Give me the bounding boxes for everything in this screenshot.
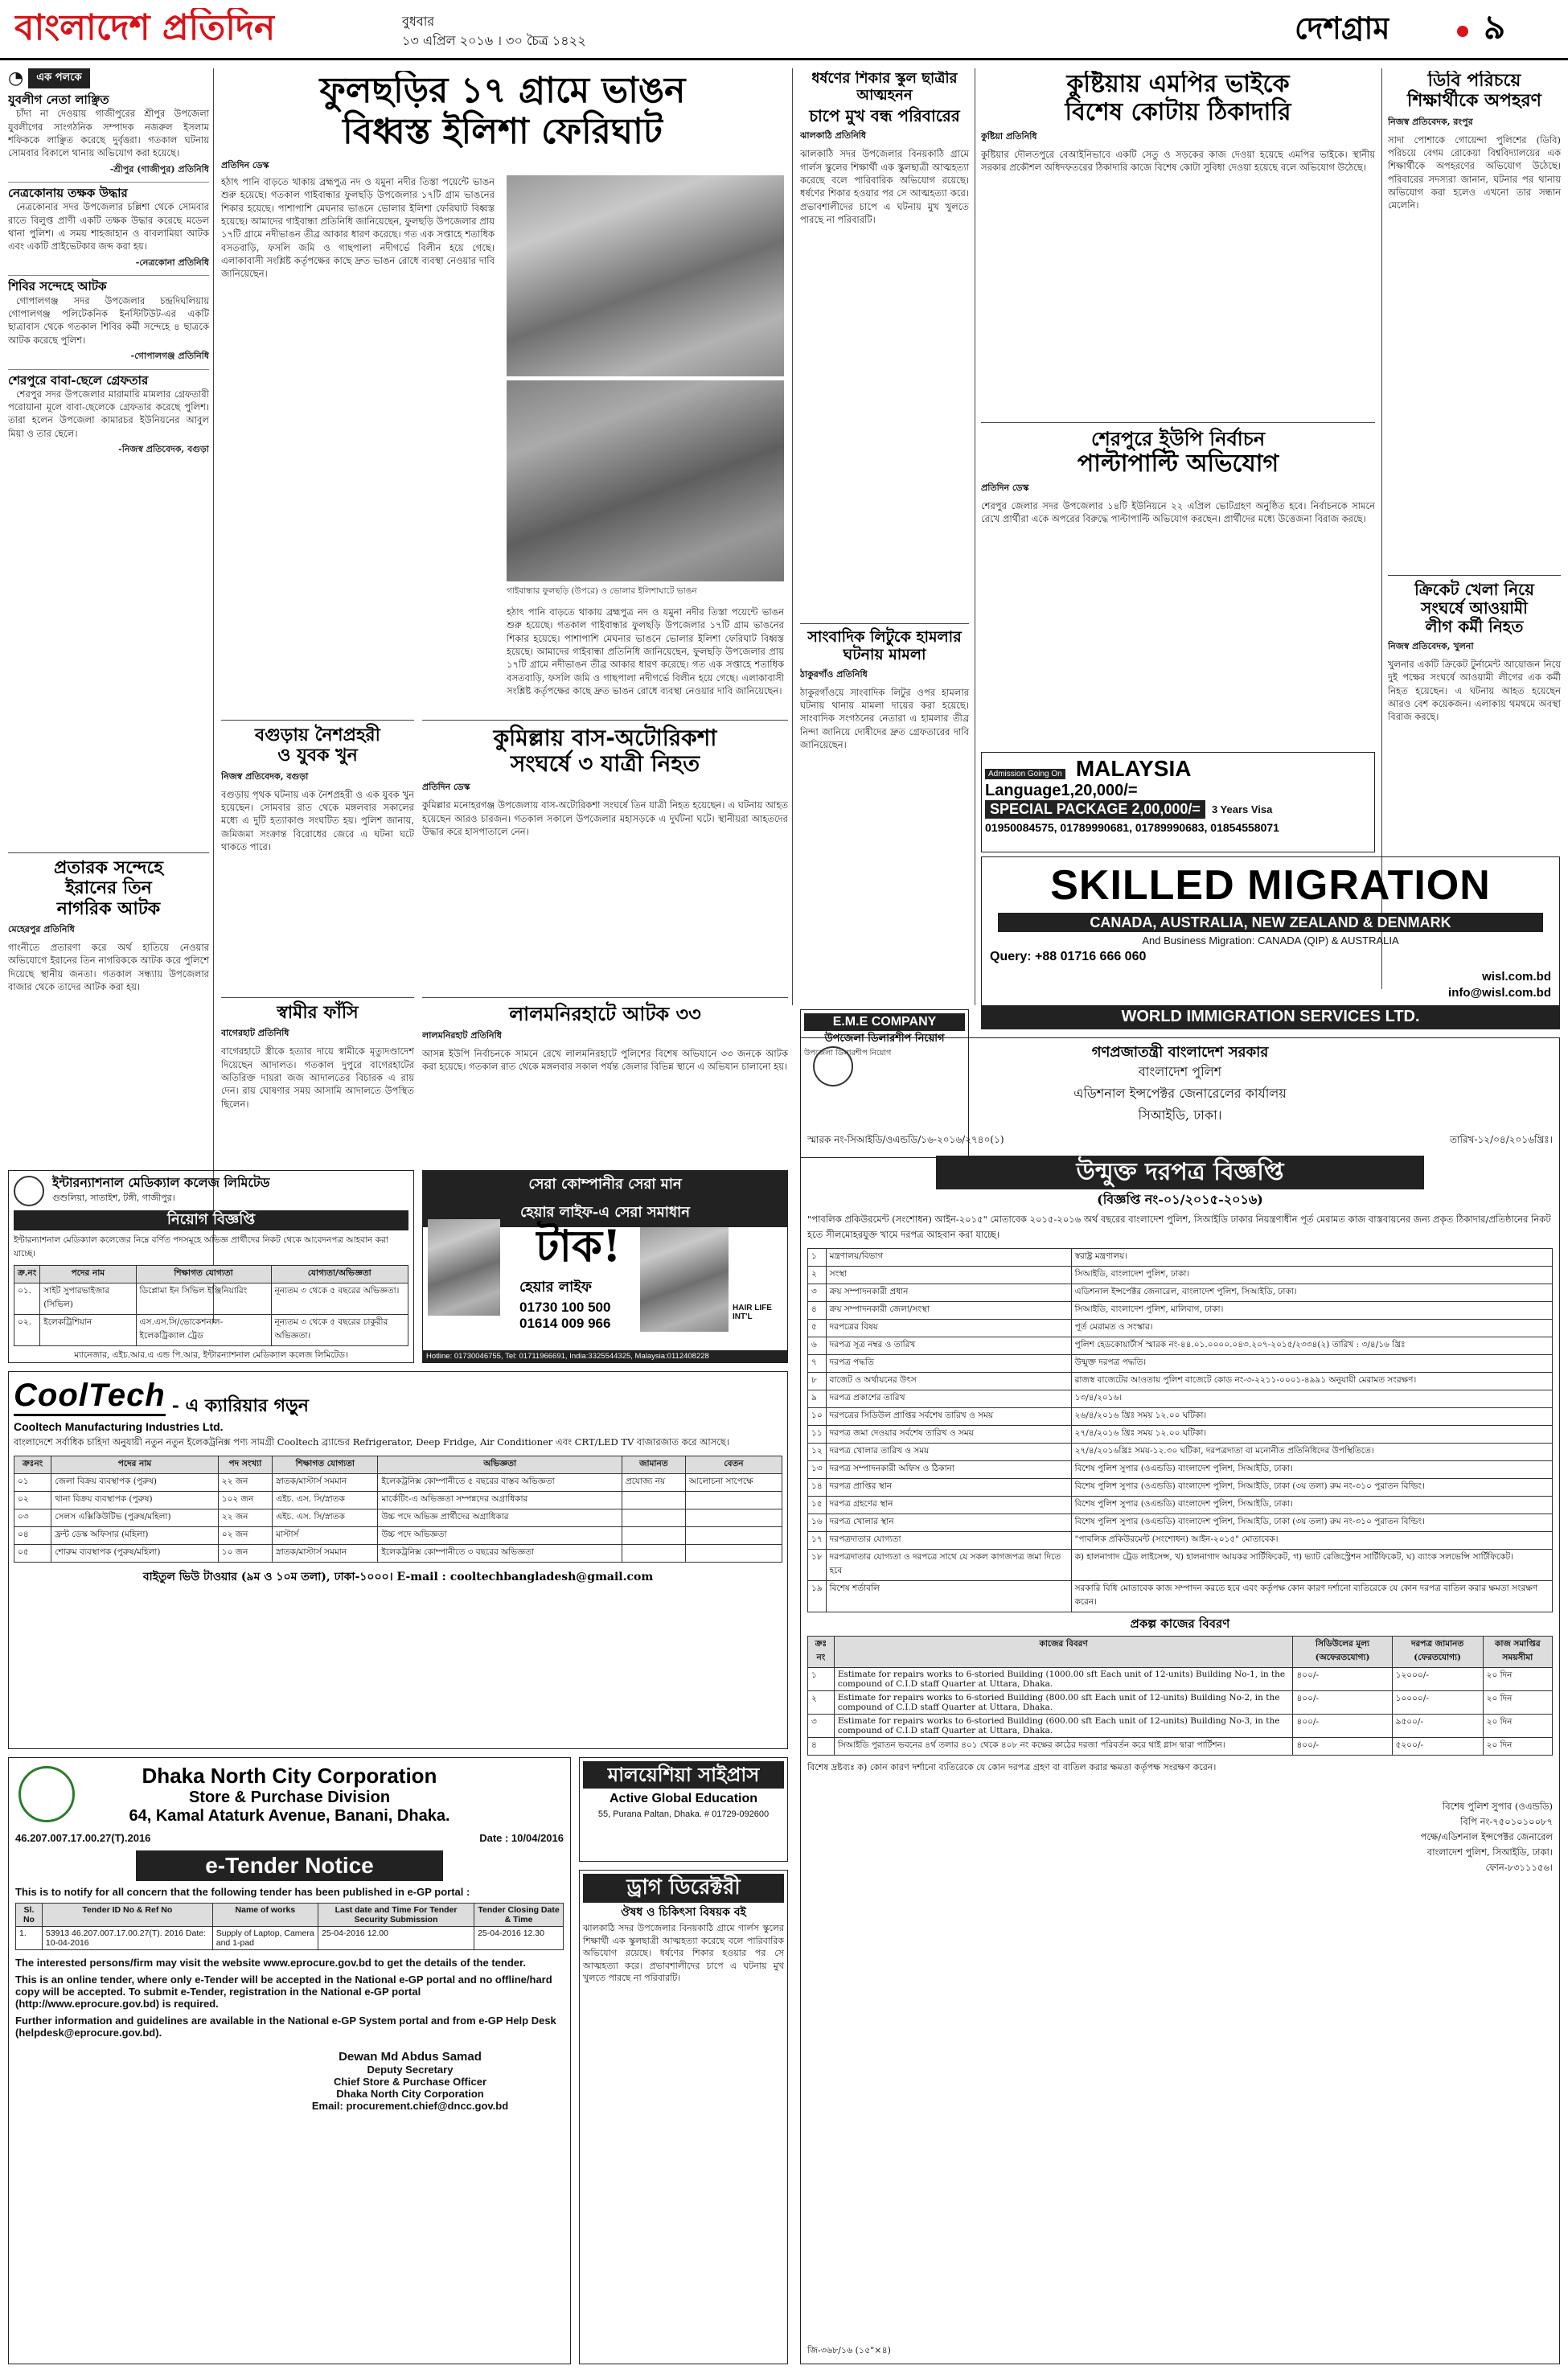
table-cell: ৩ [808,1284,827,1301]
table-cell: ১০ [808,1407,827,1425]
main-headline-1[interactable]: ফুলছড়ির ১৭ গ্রামে ভাঙন [319,71,686,111]
ad-police-tender: গণপ্রজাতন্ত্রী বাংলাদেশ সরকার বাংলাদেশ পুলিশ এডিশনাল ইন্সপেক্টর জেনারেলের কার্যালয় সিআইডি, ঢাকা। স্মারক নং-সিআইডি/ওএন্ডডি/১৬-২০১৬/২৭৪০(১) তারিখ-১২/০৪/২০১৬খ্রিঃ। উন্মুক্ত দরপত্র বিজ্ঞপ্তি (বিজ্ঞপ্তি নং-০১/২০১৫-২০১৬) "পাবলিক প্রকিউরমেন্ট (সংশোধন) আইন-২০১৫" মোতাবেক ২০১৫-২০১৬ অর্থ বছরের বাংলাদেশ পুলিশ, সিআইডি ঢাকার নিয়ন্ত্রণাধীন পূর্ত মেরামত কাজ বাস্তবায়নের জন্য প্রকৃত ঠিকাদার/প্রতিষ্ঠানের নিকট হতে সীলমোহরযুক্ত খামে দরপত্র আহবান করা যাচ্ছে। ১ মন্ত্রণালয়/বিভাগ স্বরাষ্ট্র মন্ত্রণালয়। ২ সংস্থা সিআইডি, বাংলাদেশ পুলিশ, ঢাকা। ৩ ক্রয় সম্পাদনকারী প্রধান এডিশনাল ইন্সপেক্টর জেনারেল, বাংলাদেশ পুলিশ, সিআইডি, ঢাকা। ৪ ক্রয় সম্পাদনকারী জেলা/সংস্থা সিআইডি, বাংলাদেশ পুলিশ, মালিবাগ, ঢাকা। ৫ দরপত্রের বিষয় পূর্ত মেরামত ও সংস্কার। ৬ দরপত্র সূত্র নম্বর ও তারিখ পুলিশ হেডকোয়ার্টার্স স্মারক নং-৪৪.০১.০০০০.০৪৩.২০৭-২০১৫/২৩৩৪(২) তারিখ : ৩/৪/১৬ খ্রিঃ ৭ দরপত্র পদ্ধতি উন্মুক্ত দরপত্র পদ্ধতি। ৮ বাজেট ও অর্থায়নের উৎস রাজস্ব বাজেটের আওতায় পুলিশ বাজেটে কোড নং-৩-২২১১-০০০১-৪৯৯১ অনুযায়ী মেরামত সংরক্ষণ। ৯ দরপত্র প্রকাশের তারিখ ১৩/৪/২০১৬। ১০ দরপত্রের সিডিউল প্রাপ্তির সর্বশেষ তারিখ ও সময় ২৬/৪/২০১৬ খ্রিঃ সময় ১২.০০ ঘটিকা। ১১ দরপত্র জমা দেওয়ার সর্বশেষ তারিখ ও সময় ২৭/৪/২০১৬ খ্রিঃ সময় ১২.০০ ঘটিকা। ১২ দরপত্র খোলার তারিখ ও সময় ২৭/৪/২০১৬খ্রিঃ সময়-১২.৩০ ঘটিকা, দরপত্রদাতা বা মনোনীত প্রতিনিধিদের উপস্থিতিতে। ১৩ দরপত্র সম্পাদনকারী অফিস ও ঠিকানা বিশেষ পুলিশ সুপার (ওএন্ডডি) বাংলাদেশ পুলিশ, সিআইডি, ঢাকা। ১৪ দরপত্র প্রাপ্তির স্থান বিশেষ পুলিশ সুপার (ওএন্ডডি) বাংলাদেশ পুলিশ, সিআইডি, ঢাকা (৩য় তলা) রুম নং-৩১০ পুরাতন বিল্ডিং। ১৫ দরপত্র গ্রহণের স্থান বিশেষ পুলিশ সুপার (ওএন্ডডি) বাংলাদেশ পুলিশ, সিআইডি, ঢাকা। ১৬ দরপত্র খোলার স্থান বিশেষ পুলিশ সুপার (ওএন্ডডি) বাংলাদেশ পুলিশ, সিআইডি, ঢাকা (৩য় তলা) রুম নং-৩১০ পুরাতন বিল্ডিং। ১৭ দরপত্রদাতার যোগ্যতা "পাবলিক প্রকিউরমেন্ট (সংশোধন) আইন-২০১৫" মোতাবেক। ১৮ দরপত্রদাতার যোগ্যতা ও দরপত্রে সাথে যে সকল কাগজপত্র জমা দিতে হবে ক) হালনাগাদ ট্রেড লাইসেন্স, খ) হালনাগাদ আয়কর সার্টিফিকেট, গ) ভ্যাট রেজিস্ট্রেশন সার্টিফিকেট, ঘ) ব্যাংক সলভেন্সি সার্টিফিকেট। ১৯ বিশেষ শর্তাবলি সরকারি বিধি মোতাবেক কাজ সম্পাদন করতে হবে এবং কর্তৃপক্ষ কোন কারণ দর্শানো ব্যতিরেকে যে কোন দরপত্র বাতিল করার ক্ষমতা সংরক্ষণ করেন। প্রকল্প কাজের বিবরণ ক্রঃ নং কাজের বিবরণ সিডিউলের মূল্য (অফেরতযোগ্য) দরপত্র জামানত (ফেরতযোগ্য) কাজ সমাপ্তির সময়সীমা ১ Estimate for repairs works to 6-storied Building (1000.00 sft Each unit of 12-units) Building No-1, in the compound of C.I.D staff Quarter at Uttara, Dhaka. ৪০০/- ১২০০০/- ২০ দিন ২ Estimate for repairs works to 6-storied Building (800.00 sft Each unit of 12-units) Building No-2, in the compound of C.I.D staff Quarter at Uttara, Dhaka. ৪০০/- ১০০০০/- ২০ দিন ৩ Estimate for repairs works to 6-storied Building (600.00 sft Each unit of 12-units) Building No-3, in the compound of C.I.D staff Quarter at Uttara, Dhaka. ৪০০/- ৯৫০০/- ২০ দিন ৪ সিআইডি পুরাতন ভবনের ৪র্থ তলার ৪০১ থেকে ৪০৮ নং কক্ষের কাঠের দরজা পরিবর্তন করে থাই গ্লাস দ্বারা পার্টিশন। ৪০০/- ৫২০০/- ২০ দিন বিশেষ দ্রষ্টব্যঃ ক) কোন কারণ দর্শানো ব্যতিরেকে যে কোন দরপত্র গ্রহণ বা বাতিল করার ক্ষমতা কর্তৃপক্ষ সংরক্ষণ করেন। বিশেষ পুলিশ সুপার (ওএন্ডডি) বিপি নং-৭৫০১০১০০৮৭ পক্ষে/এডিশনাল ইন্সপেক্টর জেনারেল বাংলাদেশ পুলিশ, সিআইডি, ঢাকা। ফোন-৮৩১১১৫৬। জি-৩৬৮/১৬ (১৫"×৪) [800,1037,1560,2364]
table-cell: ১৫ [808,1496,827,1514]
table-cell: 25-04-2016 12.30 [474,1927,564,1950]
story-lalmonirhat: লালমনিরহাটে আটক ৩৩ লালমনিরহাট প্রতিনিধি আসন্ন ইউপি নির্বাচনকে সামনে রেখে লালমনিরহাটে পুলিশের বিশেষ অভিযানে ৩৩ জনকে আটক করা হয়েছে। গতকাল রাত থেকে মঙ্গলবার সকাল পর্যন্ত জেলার বিভিন্ন স্থানে এ অভিযান চালানো হয়। [422,997,788,1158]
table-cell: ০৩ [14,1509,51,1527]
column-rule [213,68,214,1323]
table-cell: এইচ. এস. সি/স্নাতক [273,1509,378,1527]
table-cell: বিশেষ পুলিশ সুপার (ওএন্ডডি) বাংলাদেশ পুলিশ, সিআইডি, ঢাকা। [1071,1460,1552,1478]
hair-person-photo-2 [640,1227,729,1332]
table-cell: Estimate for repairs works to 6-storied Building (800.00 sft Each unit of 12-units) Building No-2, in the compound of C.I.D staff Quarter at Uttara, Dhaka. [834,1690,1293,1714]
table-cell: ০৫ [14,1545,51,1563]
table-cell: উচ্চ পদে অভিজ্ঞতা [378,1527,622,1545]
table-cell: দরপত্রের বিষয় [826,1319,1071,1337]
table-cell: মার্কেটিং-এ অভিজ্ঞতা সম্পন্নদের অগ্রাধিকার [378,1492,622,1509]
ad-dncc-tender: Dhaka North City Corporation Store & Purchase Division 64, Kamal Ataturk Avenue, Banani, Dhaka. 46.207.007.17.00.27(T).2016 Date : 10/04/2016 e-Tender Notice This is to notify for all concern that the following tender has been published in e-GP portal : Sl. No Tender ID No & Ref No Name of works Last date and Time For Tender Security Submission Tender Closing Date & Time 1. 53913 46.207.007.17.00.27(T). 2016 Date: 10-04-2016 Supply of Laptop, Camera and 1-pad 25-04-2016 12.00 25-04-2016 12.30 The interested persons/firm may visit the website www.eprocure.gov.bd to get the details of the tender. This is an online tender, where only e-Tender will be accepted in the National e-GP portal and no offline/hard copy will be accepted. To submit e-Tender, registration in the National e-GP portal (http://www.eprocure.gov.bd) is required. Further information and guidelines are available in the National e-GP System portal and from e-GP Help Desk (helpdesk@eprocure.gov.bd). Dewan Md Abdus Samad Deputy Secretary Chief Store & Purchase Officer Dhaka North City Corporation Email: procurement.chief@dncc.gov.bd [8,1757,571,2364]
table-row [14,1283,408,1314]
table-cell: ৪ [808,1737,835,1755]
table-header-cell: দরপত্র জামানত (ফেরতযোগ্য) [1392,1636,1483,1667]
table-cell: ৫২০০/- [1392,1737,1483,1755]
table-cell: দরপত্র জমা দেওয়ার সর্বশেষ তারিখ ও সময় [826,1425,1071,1443]
table-header-cell: পদের নাম [40,1265,136,1283]
table-cell: ১৯ [808,1580,827,1612]
table-cell: দরপত্রদাতার যোগ্যতা ও দরপত্রে সাথে যে সকল কাগজপত্র জমা দিতে হবে [826,1549,1071,1580]
table-cell: ২০ দিন [1483,1737,1552,1755]
table-cell: জেলা বিক্রয় ব্যবস্থাপক (পুরুষ) [51,1474,219,1492]
swirl-icon: ◔ [8,68,24,88]
table-row [808,1248,1553,1266]
table-row [14,1492,782,1509]
story-kushtia: কুষ্টিয়ায় এমপির ভাইকে বিশেষ কোটায় ঠিকাদারি কুষ্টিয়া প্রতিনিধি কুষ্টিয়ার দৌলতপুরে বেআইনিভাবে একটি সেতু ও সড়কের কাজ দেওয়া হয়েছে এমপির ভাইকে। স্থানীয় সরকার প্রকৌশল অধিদফতরের ঠিকাদারি কাজে বিশেষ কোটা সুবিধা দেওয়া হয়েছে বলে অভিযোগ উঠেছে। [981,71,1375,174]
table-cell: ১১ [808,1425,827,1443]
ek-palok-column [8,68,209,840]
table-cell: ৩ [808,1714,835,1737]
table-row [808,1390,1553,1407]
table-row [808,1714,1553,1737]
ad-eme: E.M.E COMPANY উপজেলা ডিলারশীপ নিয়োগ উপজেলা ডিলারশীপ নিয়োগ [800,1009,969,1158]
table-cell: ৪০০/- [1293,1714,1392,1737]
story-swami: স্বামীর ফাঁসি বাগেরহাট প্রতিনিধি বাগেরহাটে স্ত্রীকে হত্যার দায়ে স্বামীকে মৃত্যুদণ্ডাদেশ দিয়েছেন আদালত। গতকাল দুপুরে বাগেরহাটের অতিরিক্ত দায়রা জজ আদালতের বিচারক এ রায় দেন। রায় ঘোষণার সময় আসামি আদালতে উপস্থিত ছিলেন। [221,997,414,1158]
main-byline: প্রতিদিন ডেস্ক [221,160,269,171]
table-header-cell: শিক্ষাগত যোগ্যতা [273,1456,378,1474]
story-bogura: বগুড়ায় নৈশপ্রহরী ও যুবক খুন নিজস্ব প্রতিবেদক, বগুড়া বগুড়ায় পৃথক ঘটনায় এক নৈশপ্রহরী ও এক যুবক খুন হয়েছেন। সোমবার রাত থেকে মঙ্গলবার সকালের মধ্যে এ দুটি হত্যাকাণ্ড সংঘটিত হয়। পুলিশ জানায়, জমিজমা সংক্রান্ত বিরোধের জেরে এ ঘটনা ঘটে থাকতে পারে। [221,720,414,993]
table-cell [622,1492,685,1509]
photo-caption: গাইবান্ধার ফুলছড়ি (উপরে) ও ভোলার ইলিশাঘাটে ভাঙন [507,586,697,596]
police-info-table [807,1248,1553,1612]
table-cell: ১০০০০/- [1392,1690,1483,1714]
table-header-cell: শিক্ষাগত যোগ্যতা [136,1265,271,1283]
masthead-date: ১৩ এপ্রিল ২০১৬ । ৩০ চৈত্র ১৪২২ [402,33,586,48]
story-pratarok: প্রতারক সন্দেহে ইরানের তিন নাগরিক আটক মেহেরপুর প্রতিনিধি গাংনীতে প্রতারণা করে অর্থ হাতিয়ে নেওয়ার অভিযোগে ইরানের তিন নাগরিককে আটক করে পুলিশে দিয়েছে স্থানীয় জনতা। গতকাল সন্ধ্যায় উপজেলার বাজার থেকে তাদের আটক করা হয়। [8,852,209,1166]
table-header-cell: Tender Closing Date & Time [474,1904,564,1927]
column-rule [1381,68,1382,989]
imc-logo [14,1176,44,1206]
ek-palok-header [8,68,209,88]
table-cell: সংস্থা [826,1266,1071,1284]
ek-palok-item: যুবলীগ নেতা লাঞ্ছিত চাঁদা না দেওয়ায় গাজীপুরের শ্রীপুর উপজেলা যুবলীগের সাংগঠনিক সম্পাদক নজরুল ইসলাম শফিককে লাঞ্ছিত করেছে দুর্বৃত্তরা। গতকাল ঘটনায় সোমবার বিকালে থানায় অভিযোগ করা হয়েছে। -শ্রীপুর (গাজীপুর) প্রতিনিধি [8,92,209,175]
table-cell: ১৪ [808,1478,827,1496]
table-header-cell: Last date and Time For Tender Security Submission [318,1904,474,1927]
column-rule [792,68,793,1005]
imc-table [14,1265,408,1346]
table-cell: বিশেষ পুলিশ সুপার (ওএন্ডডি) বাংলাদেশ পুলিশ, সিআইডি, ঢাকা (৩য় তলা) রুম নং-৩১০ পুরাতন বিল্ডিং। [1071,1514,1552,1531]
table-cell: ২৭/৪/২০১৬খ্রিঃ সময়-১২.৩০ ঘটিকা, দরপত্রদাতা বা মনোনীত প্রতিনিধিদের উপস্থিতিতে। [1071,1443,1552,1460]
table-cell [685,1492,782,1509]
table-row [16,1927,564,1950]
table-cell: ২০ দিন [1483,1714,1552,1737]
table-cell [622,1509,685,1527]
table-cell: ৯৫০০/- [1392,1714,1483,1737]
hair-person-photo [428,1219,500,1316]
table-cell: সিআইডি পুরাতন ভবনের ৪র্থ তলার ৪০১ থেকে ৪০৮ নং কক্ষের কাঠের দরজা পরিবর্তন করে থাই গ্লাস দ্বারা পার্টিশন। [834,1737,1293,1755]
table-cell: ২২ জন [218,1509,272,1527]
main-body-col2: হঠাৎ পানি বাড়তে থাকায় ব্রহ্মপুত্র নদ ও যমুনা নদীর তিস্তা পয়েন্টে ভাঙন শুরু হয়েছে। গতকাল গাইবান্ধার ফুলছড়ি উপজেলার ১৭টি গ্রাম ভাঙনের শিকার হয়েছে। পাশাপাশি মেঘনার ভাঙনে ভোলার ইলিশা ফেরিঘাট বিধ্বস্ত হয়েছে। আমাদের গাইবান্ধা প্রতিনিধি জানিয়েছেন, ফুলছড়ি উপজেলার প্রায় ১৭টি গ্রামে নদীভাঙন তীব্র আকার ধারণ করেছে। গত এক সপ্তাহে শতাধিক বসতবাড়ি, ফসলি জমি ও গাছপালা নদীগর্ভে বিলীন হয়ে গেছে। এলাকাবাসী সংশ্লিষ্ট কর্তৃপক্ষের কাছে দ্রুত ভাঙন রোধে ব্যবস্থা নেওয়ার দাবি জানিয়েছেন। [507,606,784,696]
ek-palok-item: শিবির সন্দেহে আটক গোপালগঞ্জ সদর উপজেলার চন্দ্রদিঘলিয়ায় গোপালগঞ্জ পলিটেকনিক ইনস্টিটিউট-এর একটি ছাত্রাবাস থেকে গতকাল শিবির কর্মী সন্দেহে ৪ ছাত্রকে আটক করেছে পুলিশ। -গোপালগঞ্জ প্রতিনিধি [8,275,209,362]
table-row [14,1545,782,1563]
story-sherpur: শেরপুরে ইউপি নির্বাচন পাল্টাপাল্টি অভিযোগ প্রতিদিন ডেস্ক শেরপুর জেলার সদর উপজেলার ১৪টি ইউনিয়নে ২২ এপ্রিল ভোটগ্রহণ অনুষ্ঠিত হবে। নির্বাচনকে সামনে রেখে প্রার্থীরা একে অপরের বিরুদ্ধে পাল্টাপাল্টি অভিযোগ করছেন। প্রার্থীদের মধ্যে উত্তেজনা বিরাজ করছে। [981,422,1375,744]
ek-palok-item: শেরপুরে বাবা-ছেলে গ্রেফতার শেরপুর সদর উপজেলার মারামারি মামলার গ্রেফতারী পরোয়ানা মূলে বাবা-ছেলেকে গ্রেফতার করেছে পুলিশ। তারা হলেন উপজেলা কামারচর ইউনিয়নের আবুল মিয়া ও তার ছেলে। -নিজস্ব প্রতিবেদক, বগুড়া [8,369,209,456]
table-header-cell: ক্র.নং [14,1265,40,1283]
masthead-logo[interactable]: বাংলাদেশ প্রতিদিন [14,8,276,48]
table-cell [685,1509,782,1527]
table-cell: ৫ [808,1319,827,1337]
table-cell: এস.এস.সি/ভোকেশনাল-ইলেকট্রিক্যাল ট্রেড [136,1314,271,1345]
table-cell: ১৩/৪/২০১৬। [1071,1390,1552,1407]
table-cell: "পাবলিক প্রকিউরমেন্ট (সংশোধন) আইন-২০১৫" মোতাবেক। [1071,1531,1552,1549]
section-dot [1457,26,1468,37]
story-cricket: ক্রিকেট খেলা নিয়ে সংঘর্ষে আওয়ামী লীগ কর্মী নিহত নিজস্ব প্রতিবেদক, খুলনা খুলনার একটি ক্রিকেট টুর্নামেন্ট আয়োজন নিয়ে দুই পক্ষের সংঘর্ষে আওয়ামী লীগের এক কর্মী নিহত হয়েছেন। এ ঘটনায় আহত হয়েছেন আরও বেশ কয়েকজন। এলাকায় থমথমে অবস্থা বিরাজ করছে। [1388,575,1561,985]
page-number: ৯ [1484,8,1506,47]
table-row [808,1319,1553,1337]
table-cell: বিশেষ পুলিশ সুপার (ওএন্ডডি) বাংলাদেশ পুলিশ, সিআইডি, ঢাকা (৩য় তলা) রুম নং-৩১০ পুরাতন বিল্ডিং। [1071,1478,1552,1496]
table-row [808,1301,1553,1319]
table-cell: ইলেকট্রনিক্স কোম্পানীতে ৫ বছরের বাস্তব অভিজ্ঞতা [378,1474,622,1492]
table-cell: ৪০০/- [1293,1690,1392,1714]
story-dhorshon: ধর্ষণের শিকার স্কুল ছাত্রীর আত্মহনন চাপে মুখ বন্ধ পরিবারের ঝালকাঠি প্রতিনিধি ঝালকাঠি সদর উপজেলার বিনয়কাঠি গ্রামে গার্লস স্কুলের শিক্ষার্থী এক স্কুলছাত্রী আত্মহত্যা করেছে বলে পারিবারিক অভিযোগ রয়েছে। ধর্ষণের শিকার হওয়ার পর সে আত্মহত্যা করে। প্রভাবশালীদের চাপে এ ঘটনায় মুখ খুলতে পারছে না পরিবারটি। [800,71,969,226]
table-cell: প্রযোজ্য নয় [622,1474,685,1492]
table-header-cell: জামানত [622,1456,685,1474]
masthead [0,0,1568,60]
cooltech-logo: CoolTech [14,1377,166,1416]
table-cell: ক্রয় সম্পাদনকারী জেলা/সংস্থা [826,1301,1071,1319]
table-row [14,1527,782,1545]
masthead-day: বুধবার [402,14,435,29]
table-cell: দরপত্র প্রাপ্তির স্থান [826,1478,1071,1496]
table-cell: এডিশনাল ইন্সপেক্টর জেনারেল, বাংলাদেশ পুলিশ, সিআইডি, ঢাকা। [1071,1284,1552,1301]
table-cell: স্নাতক/মাস্টার্স সমমান [273,1474,378,1492]
table-cell: স্বরাষ্ট্র মন্ত্রণালয়। [1071,1248,1552,1266]
table-cell: মাস্টার্স [273,1527,378,1545]
table-header-cell: সিডিউলের মূল্য (অফেরতযোগ্য) [1293,1636,1392,1667]
table-cell [685,1527,782,1545]
table-cell: আলোচনা সাপেক্ষে [685,1474,782,1492]
table-cell: ডিপ্লোমা ইন সিভিল ইঞ্জিনিয়ারিং [136,1283,271,1314]
table-cell: ১৬ [808,1514,827,1531]
table-cell: নূন্যতম ৩ থেকে ৫ বছরের চাকুরীর অভিজ্ঞতা। [271,1314,408,1345]
table-cell: দরপত্র খোলার তারিখ ও সময় [826,1443,1071,1460]
section-name: দেশগ্রাম [1295,11,1390,46]
table-row [808,1460,1553,1478]
ek-palok-label: এক পলকে [28,68,89,88]
table-header-cell: Tender ID No & Ref No [42,1904,212,1927]
table-row [808,1531,1553,1549]
table-cell: ৪০০/- [1293,1667,1392,1690]
table-cell: ০২. [14,1314,40,1345]
story-comilla: কুমিল্লায় বাস-অটোরিকশা সংঘর্ষে ৩ যাত্রী নিহত প্রতিদিন ডেস্ক কুমিল্লার মনোহরগঞ্জ উপজেলায় বাস-অটোরিকশা সংঘর্ষে তিন যাত্রী নিহত হয়েছেন। এ ঘটনায় আহত হয়েছেন আরও চারজন। গতকাল সকালে উপজেলার মহাসড়কে এ দুর্ঘটনা ঘটে। স্থানীয়রা আহতদের উদ্ধার করে হাসপাতালে নেন। [422,720,788,993]
table-cell: সিআইডি, বাংলাদেশ পুলিশ, মালিবাগ, ঢাকা। [1071,1301,1552,1319]
table-cell: ০২ [14,1492,51,1509]
table-row [808,1667,1553,1690]
table-cell: ২ [808,1690,835,1714]
story-sabadik: সাংবাদিক লিটুকে হামলার ঘটনায় মামলা ঠাকুরগাঁও প্রতিনিধি ঠাকুরগাঁওয়ে সাংবাদিক লিটুর ওপর হামলার ঘটনায় থানায় মামলা দায়ের করা হয়েছে। সাংবাদিক সংগঠনের নেতারা এ হামলার তীব্র নিন্দা জানিয়ে দোষীদের দ্রুত গ্রেফতারের দাবি জানিয়েছেন। [800,623,969,1001]
table-cell: ২৭/৪/২০১৬ খ্রিঃ সময় ১২.০০ ঘটিকা। [1071,1425,1552,1443]
table-header-cell: বেতন [685,1456,782,1474]
table-cell: 53913 46.207.007.17.00.27(T). 2016 Date: 10-04-2016 [42,1927,212,1950]
table-cell: ৬ [808,1337,827,1354]
table-cell: ১২০০০/- [1392,1667,1483,1690]
table-row [808,1478,1553,1496]
table-cell: পূর্ত মেরামত ও সংস্কার। [1071,1319,1552,1337]
table-header-cell: পদের নাম [51,1456,219,1474]
table-cell: ১৮ [808,1549,827,1580]
table-cell: দরপত্র সূত্র নম্বর ও তারিখ [826,1337,1071,1354]
table-cell: ১ [808,1248,827,1266]
table-cell: ৭ [808,1354,827,1372]
table-cell: দরপত্রের সিডিউল প্রাপ্তির সর্বশেষ তারিখ ও সময় [826,1407,1071,1425]
table-cell: দরপত্র গ্রহণের স্থান [826,1496,1071,1514]
table-row [808,1690,1553,1714]
table-cell [622,1545,685,1563]
table-cell: ফ্রন্ট ডেস্ক অফিসার (মহিলা) [51,1527,219,1545]
table-row [808,1407,1553,1425]
table-cell: ২৬/৪/২০১৬ খ্রিঃ সময় ১২.০০ ঘটিকা। [1071,1407,1552,1425]
table-cell: ২২ জন [218,1474,272,1492]
table-row [808,1372,1553,1390]
table-cell: ১৭ [808,1531,827,1549]
table-cell: সিআইডি, বাংলাদেশ পুলিশ, ঢাকা। [1071,1266,1552,1284]
table-cell [622,1527,685,1545]
table-cell: সেলস এক্সিকিউটিভ (পুরুষ/মহিলা) [51,1509,219,1527]
table-cell: দরপত্র পদ্ধতি [826,1354,1071,1372]
flood-photo-bottom [507,380,784,581]
table-header-cell: Sl. No [16,1904,43,1927]
table-cell: দরপত্র খোলার স্থান [826,1514,1071,1531]
table-cell: উন্মুক্ত দরপত্র পদ্ধতি। [1071,1354,1552,1372]
police-works-table [807,1636,1553,1756]
table-header-cell: ক্রঃনং [14,1456,51,1474]
table-cell: ইলেকট্রিশিয়ান [40,1314,136,1345]
table-header-cell: কাজ সমাপ্তির সময়সীমা [1483,1636,1552,1667]
cooltech-table [14,1456,782,1563]
ad-drug-directory: ড্রাগ ডিরেক্টরী ঔষধ ও চিকিৎসা বিষয়ক বই ঝালকাঠি সদর উপজেলার বিনয়কাঠি গ্রামে গার্লস স্কুলের শিক্ষার্থী এক স্কুলছাত্রী আত্মহত্যা করেছে বলে পারিবারিক অভিযোগ রয়েছে। ধর্ষণের শিকার হওয়ার পর সে আত্মহত্যা করে। প্রভাবশালীদের চাপে এ ঘটনায় মুখ খুলতে পারছে না পরিবারটি। [579,1870,788,2364]
flood-photo-top [507,175,784,376]
story-dibi: ডিবি পরিচয়ে শিক্ষার্থীকে অপহরণ নিজস্ব প্রতিবেদক, রংপুর সাদা পোশাকে গোয়েন্দা পুলিশের (ডিবি) পরিচয়ে বেগম রোকেয়া বিশ্ববিদ্যালয়ের এক শিক্ষার্থীকে অপহরণের অভিযোগ উঠেছে। পরিবারের সদস্যরা জানান, ঘটনার পর থানায় অভিযোগ করা হলেও এখনো তার সন্ধান মেলেনি। [1388,71,1561,212]
table-cell: Estimate for repairs works to 6-storied Building (1000.00 sft Each unit of 12-units) Building No-1, in the compound of C.I.D staff Quarter at Uttara, Dhaka. [834,1667,1293,1690]
table-cell: ক্রয় সম্পাদনকারী প্রধান [826,1284,1071,1301]
table-row [808,1737,1553,1755]
table-cell: ২০ দিন [1483,1667,1552,1690]
ad-skilled-migration: SKILLED MIGRATION CANADA, AUSTRALIA, NEW ZEALAND & DENMARK And Business Migration: CANADA (QIP) & AUSTRALIA Query: +88 01716 666 060 wisl.com.bd info@wisl.com.bd WORLD IMMIGRATION SERVICES LTD. [981,856,1560,1029]
table-cell [685,1545,782,1563]
ek-palok-item: নেত্রকোনায় তক্ষক উদ্ধার নেত্রকোনার সদর উপজেলার চল্লিশা থেকে সোমবার রাতে বিলুপ্ত প্রাণী একটি তক্ষক উদ্ধার করেছে মডেল থানা পুলিশ। এ সময় শাহজাহান ও বাবলামিয়া আটক এবং একটি প্রাইভেটকার জব্দ করা হয়। -নেত্রকোনা প্রতিনিধি [8,182,209,269]
table-cell: ইলেকট্রনিক্স কোম্পানীতে ৩ বছরের অভিজ্ঞতা [378,1545,622,1563]
table-cell: ১০২ জন [218,1492,272,1509]
table-cell: ০৪ [14,1527,51,1545]
table-cell: ১৩ [808,1460,827,1478]
table-row [808,1266,1553,1284]
table-cell: ১০ জন [218,1545,272,1563]
ad-hair-life: সেরা কোম্পানীর সেরা মান হেয়ার লাইফ-এ সেরা সমাধান টাক! হেয়ার লাইফ 01730 100 500 01614 009 966 HAIR LIFE INT'L Hotline: 01730046755, Tel: 01711966691, India:3325544325, Malaysia:0112408228 [422,1170,788,1363]
table-cell: দরপত্র প্রকাশের তারিখ [826,1390,1071,1407]
ad-imc-recruitment: ইন্টারন্যাশনাল মেডিক্যাল কলেজ লিমিটেড গুশুলিয়া, সাতাইশ, টঙ্গী, গাজীপুর। নিয়োগ বিজ্ঞপ্তি ইন্টারন্যাশনাল মেডিক্যাল কলেজের নিম্নে বর্ণিত পদসমূহে অভিজ্ঞ প্রার্থীদের নিকট থেকে আবেদনপত্র আহবান করা যাচ্ছে। ক্র.নং পদের নাম শিক্ষাগত যোগ্যতা যোগ্যতা/অভিজ্ঞতা ০১. সাইট সুপারভাইজার (সিভিল) ডিপ্লোমা ইন সিভিল ইঞ্জিনিয়ারিং নূন্যতম ৩ থেকে ৫ বছরের অভিজ্ঞতা। ০২. ইলেকট্রিশিয়ান এস.এস.সি/ভোকেশনাল-ইলেকট্রিক্যাল ট্রেড নূন্যতম ৩ থেকে ৫ বছরের চাকুরীর অভিজ্ঞতা। ম্যানেজার, এইচ.আর.এ এন্ড পি.আর, ইন্টারন্যাশনাল মেডিক্যাল কলেজ লিমিটেড। [8,1170,414,1363]
main-story [221,71,784,714]
table-cell: ৪০০/- [1293,1737,1392,1755]
table-cell: স্নাতক/মাস্টার্স সমমান [273,1545,378,1563]
table-cell: সরকারি বিধি মোতাবেক কাজ সম্পাদন করতে হবে এবং কর্তৃপক্ষ কোন কারণ দর্শানো ব্যতিরেকে যে কোন দরপত্র বাতিল করার ক্ষমতা সংরক্ষণ করেন। [1071,1580,1552,1612]
table-cell: দরপত্র সম্পাদনকারী অফিস ও ঠিকানা [826,1460,1071,1478]
table-header-cell: যোগ্যতা/অভিজ্ঞতা [271,1265,408,1283]
table-row [808,1514,1553,1531]
table-cell: Estimate for repairs works to 6-storied Building (600.00 sft Each unit of 12-units) Building No-3, in the compound of C.I.D staff Quarter at Uttara, Dhaka. [834,1714,1293,1737]
main-body-col1: হঠাৎ পানি বাড়তে থাকায় ব্রহ্মপুত্র নদ ও যমুনা নদীর তিস্তা পয়েন্টে ভাঙন শুরু হয়েছে। গতকাল গাইবান্ধার ফুলছড়ি উপজেলার ১৭টি গ্রাম ভাঙনের শিকার হয়েছে। পাশাপাশি মেঘনার ভাঙনে ভোলার ইলিশা ফেরিঘাট বিধ্বস্ত হয়েছে। আমাদের গাইবান্ধা প্রতিনিধি জানিয়েছেন, ফুলছড়ি উপজেলার প্রায় ১৭টি গ্রামে নদীভাঙন তীব্র আকার ধারণ করেছে। গত এক সপ্তাহে শতাধিক বসতবাড়ি, ফসলি জমি ও গাছপালা নদীগর্ভে বিলীন হয়ে গেছে। এলাকাবাসী সংশ্লিষ্ট কর্তৃপক্ষের কাছে দ্রুত ভাঙন রোধে ব্যবস্থা নেওয়ার দাবি জানিয়েছেন। [221,176,495,280]
table-row [808,1496,1553,1514]
dncc-table [15,1903,564,1950]
table-row [808,1425,1553,1443]
table-cell: শোরুম ব্যবস্থাপক (পুরুষ/মহিলা) [51,1545,219,1563]
table-cell: ০১ [14,1474,51,1492]
table-cell: ৪ [808,1301,827,1319]
table-cell: বিশেষ পুলিশ সুপার (ওএন্ডডি) বাংলাদেশ পুলিশ, সিআইডি, ঢাকা। [1071,1496,1552,1514]
table-cell: ৯ [808,1390,827,1407]
police-emblem [813,1046,853,1086]
table-row [808,1549,1553,1580]
table-cell: ৮ [808,1372,827,1390]
table-header-cell: ক্রঃ নং [808,1636,835,1667]
table-header-cell: পদ সংখ্যা [218,1456,272,1474]
table-row [14,1474,782,1492]
table-cell: Supply of Laptop, Camera and 1-pad [212,1927,318,1950]
table-cell: উচ্চ পদে অভিজ্ঞ প্রার্থীদের অগ্রাধিকার [378,1509,622,1527]
table-row [808,1443,1553,1460]
table-cell: বিশেষ শর্তাবলি [826,1580,1071,1612]
table-header-cell: অভিজ্ঞতা [378,1456,622,1474]
table-cell: ১২ [808,1443,827,1460]
table-cell: নূন্যতম ৩ থেকে ৫ বছরের অভিজ্ঞতা। [271,1283,408,1314]
table-row [808,1337,1553,1354]
table-cell: ০১. [14,1283,40,1314]
table-row [14,1509,782,1527]
table-header-cell: Name of works [212,1904,318,1927]
table-cell: রাজস্ব বাজেটের আওতায় পুলিশ বাজেটে কোড নং-৩-২২১১-০০০১-৪৯৯১ অনুযায়ী মেরামত সংরক্ষণ। [1071,1372,1552,1390]
table-row [808,1284,1553,1301]
table-cell: থানা বিক্রয় ব্যবস্থাপক (পুরুষ) [51,1492,219,1509]
table-row [14,1314,408,1345]
table-header-cell: কাজের বিবরণ [834,1636,1293,1667]
table-cell: মন্ত্রণালয়/বিভাগ [826,1248,1071,1266]
table-cell: 1. [16,1927,43,1950]
table-cell: ক) হালনাগাদ ট্রেড লাইসেন্স, খ) হালনাগাদ আয়কর সার্টিফিকেট, গ) ভ্যাট রেজিস্ট্রেশন সার্টিফিকেট, ঘ) ব্যাংক সলভেন্সি সার্টিফিকেট। [1071,1549,1552,1580]
table-cell: ২০ দিন [1483,1690,1552,1714]
table-cell: 25-04-2016 12.00 [318,1927,474,1950]
ad-malaysia-cyprus: মালয়েশিয়া সাইপ্রাস Active Global Education 55, Purana Paltan, Dhaka. # 01729-092600 [579,1757,788,1862]
table-cell: পুলিশ হেডকোয়ার্টার্স স্মারক নং-৪৪.০১.০০০০.০৪৩.২০৭-২০১৫/২৩৩৪(২) তারিখ : ৩/৪/১৬ খ্রিঃ [1071,1337,1552,1354]
table-cell: ১ [808,1667,835,1690]
table-cell: দরপত্রদাতার যোগ্যতা [826,1531,1071,1549]
table-cell: ০২ জন [218,1527,272,1545]
table-cell: ২ [808,1266,827,1284]
table-cell: এইচ. এস. সি/স্নাতক [273,1492,378,1509]
table-row [808,1580,1553,1612]
table-row [808,1354,1553,1372]
main-headline-2[interactable]: বিধ্বস্ত ইলিশা ফেরিঘাট [343,110,663,152]
ad-cooltech: CoolTech - এ ক্যারিয়ার গড়ুন Cooltech Manufacturing Industries Ltd. বাংলাদেশে সর্বাধিক চাহিদা অনুযায়ী নতুন নতুন ইলেকট্রনিক্স পণ্য সামগ্রী Cooltech ব্র্যান্ডের Refrigerator, Deep Fridge, Air Conditioner এবং CRT/LED TV বাজারজাত করে আসছে। ক্রঃনং পদের নাম পদ সংখ্যা শিক্ষাগত যোগ্যতা অভিজ্ঞতা জামানত বেতন ০১ জেলা বিক্রয় ব্যবস্থাপক (পুরুষ) ২২ জন স্নাতক/মাস্টার্স সমমান ইলেকট্রনিক্স কোম্পানীতে ৫ বছরের বাস্তব অভিজ্ঞতা প্রযোজ্য নয় আলোচনা সাপেক্ষে ০২ থানা বিক্রয় ব্যবস্থাপক (পুরুষ) ১০২ জন এইচ. এস. সি/স্নাতক মার্কেটিং-এ অভিজ্ঞতা সম্পন্নদের অগ্রাধিকার ০৩ সেলস এক্সিকিউটিভ (পুরুষ/মহিলা) ২২ জন এইচ. এস. সি/স্নাতক উচ্চ পদে অভিজ্ঞ প্রার্থীদের অগ্রাধিকার ০৪ ফ্রন্ট ডেস্ক অফিসার (মহিলা) ০২ জন মাস্টার্স উচ্চ পদে অভিজ্ঞতা ০৫ শোরুম ব্যবস্থাপক (পুরুষ/মহিলা) ১০ জন স্নাতক/মাস্টার্স সমমান ইলেকট্রনিক্স কোম্পানীতে ৩ বছরের অভিজ্ঞতা বাইতুল ভিউ টাওয়ার (৯ম ও ১০ম তলা), ঢাকা-১০০০। E-mail : cooltechbangladesh@gmail.com [8,1371,788,1749]
table-cell: বাজেট ও অর্থায়নের উৎস [826,1372,1071,1390]
ad-malaysia: Admission Going On MALAYSIA Language1,20,000/= SPECIAL PACKAGE 2,00,000/= 3 Years Visa 01950084575, 01789990681, 01789990683, 01854558071 [981,752,1375,852]
table-cell: সাইট সুপারভাইজার (সিভিল) [40,1283,136,1314]
dncc-logo [18,1766,75,1822]
